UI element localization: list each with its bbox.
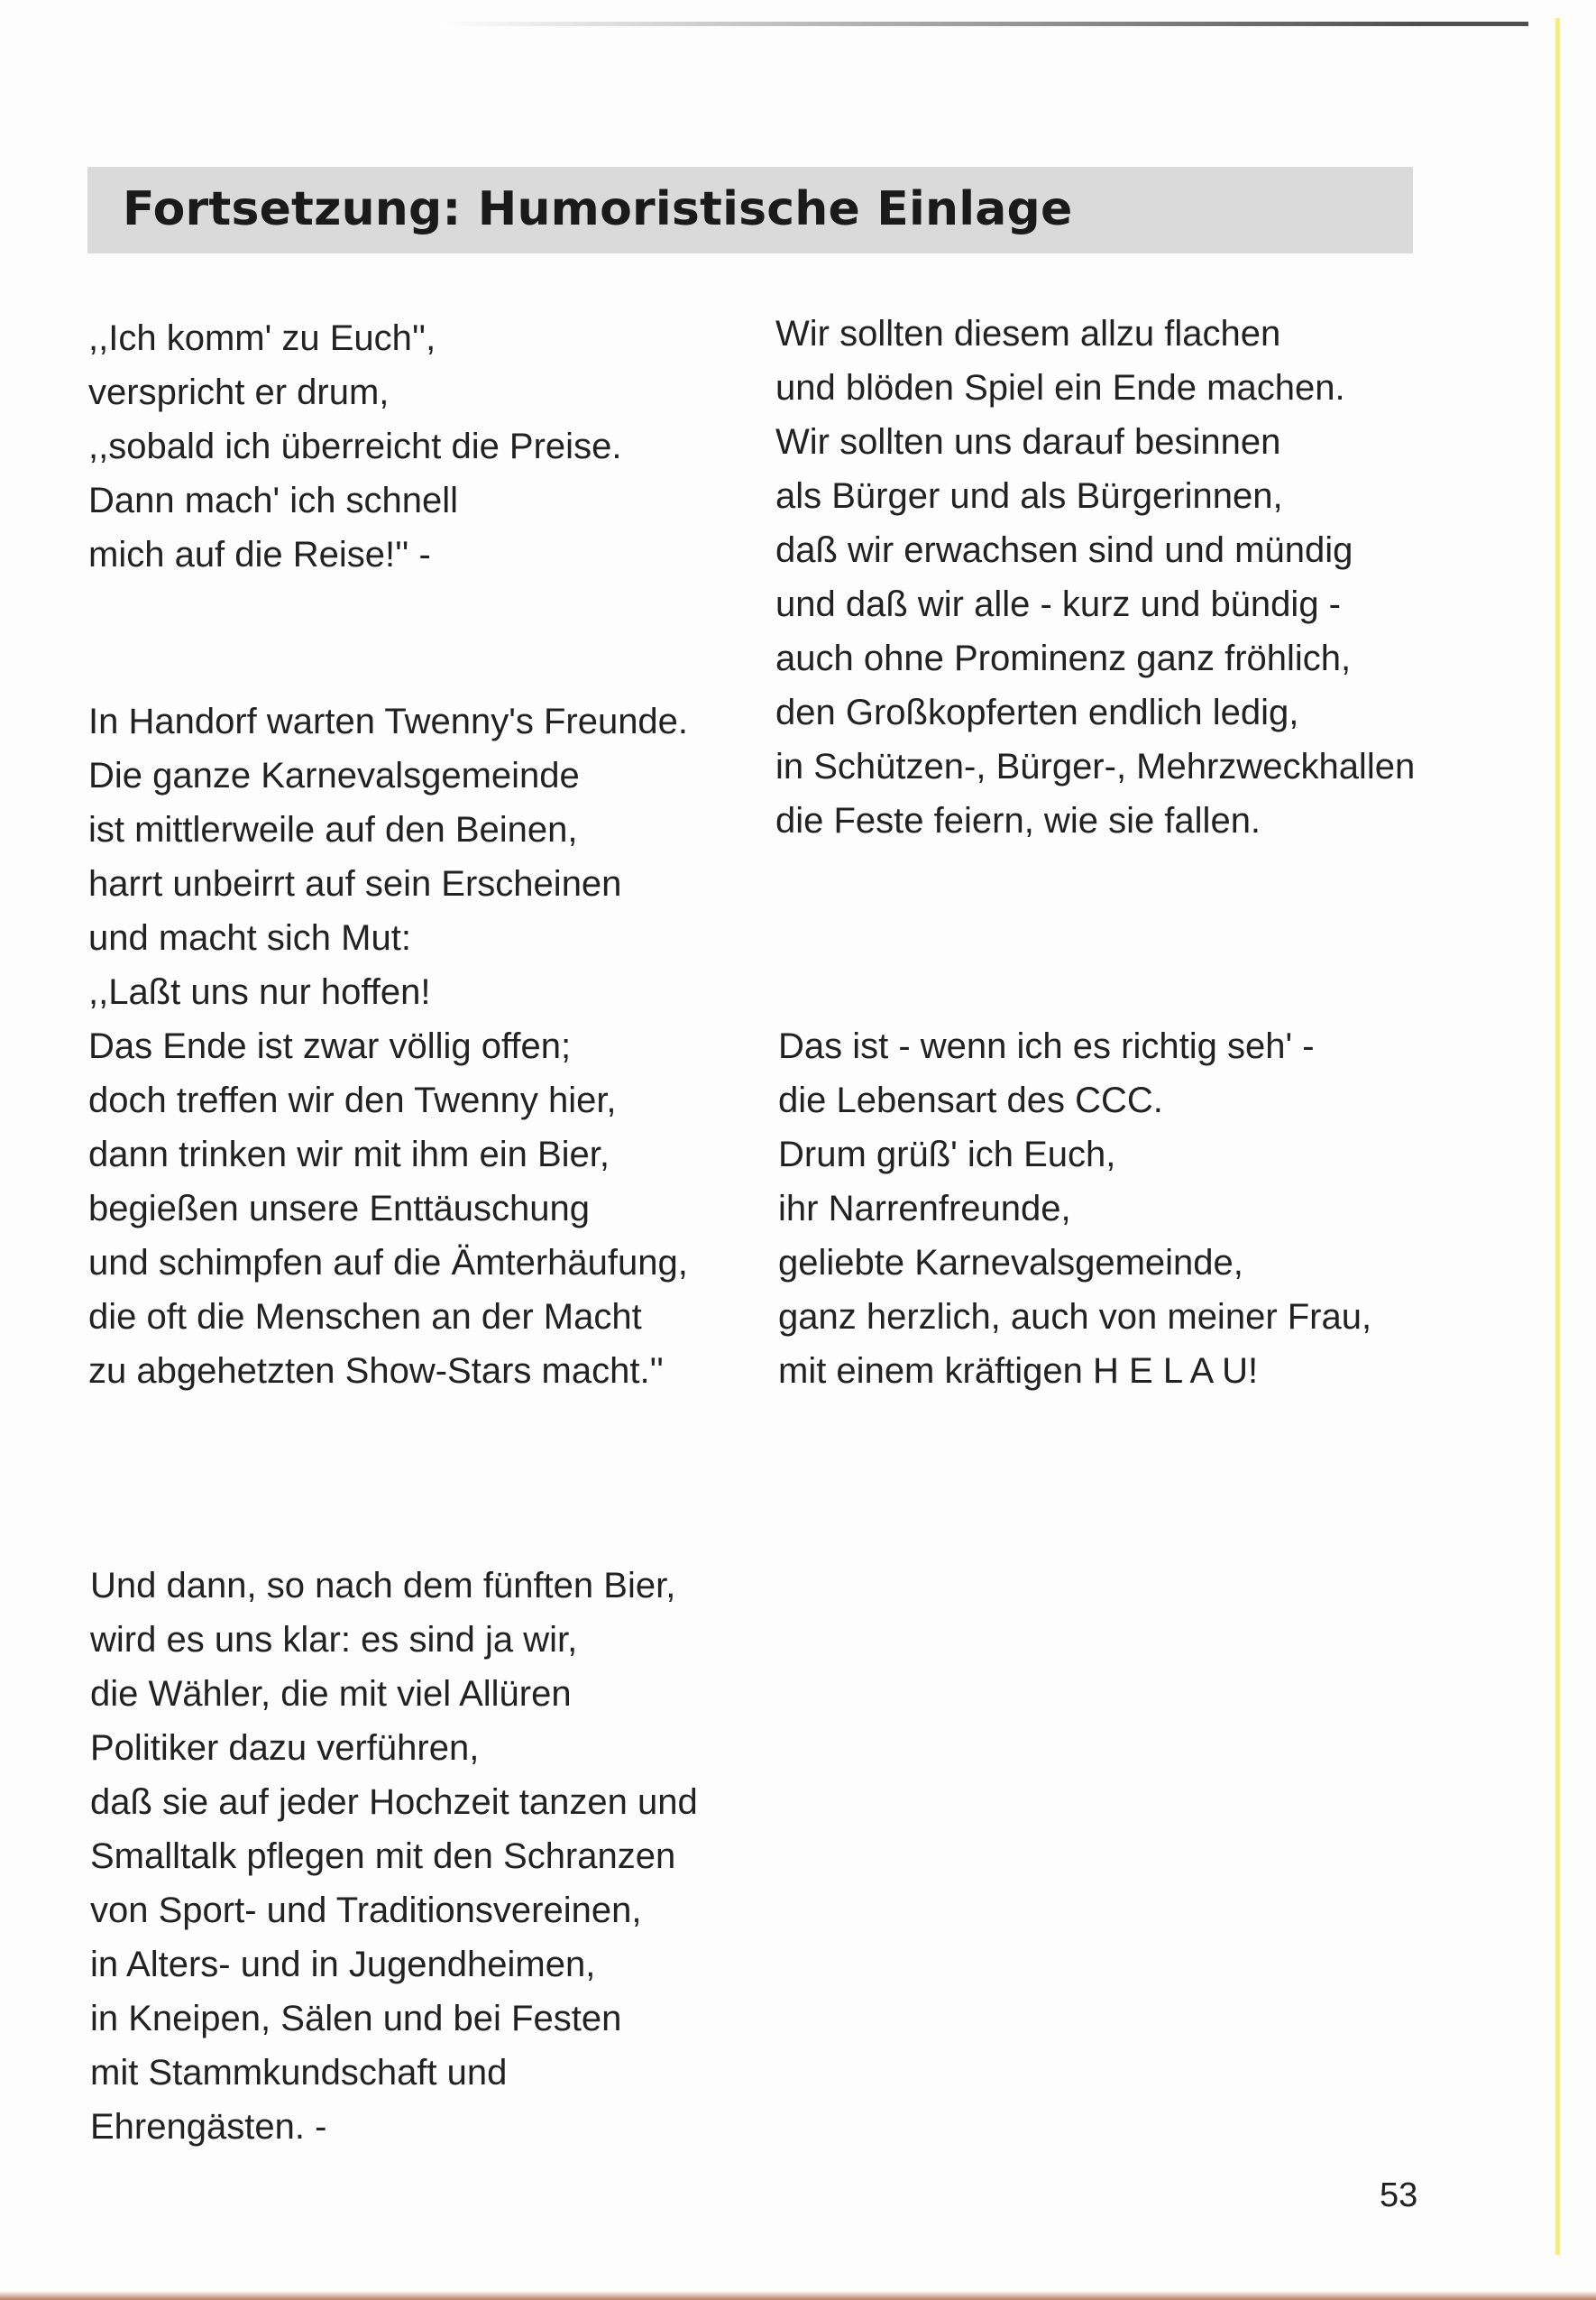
verse-line: begießen unsere Enttäuschung: [88, 1189, 590, 1228]
verse-line: Smalltalk pflegen mit den Schranzen: [90, 1836, 676, 1876]
verse-line: Politiker dazu verführen,: [90, 1728, 480, 1768]
verse-line: die Feste feiern, wie sie fallen.: [775, 801, 1261, 841]
verse-line: ihr Narrenfreunde,: [778, 1189, 1071, 1228]
verse-line: in Alters- und in Jugendheimen,: [90, 1945, 596, 1984]
verse-line: Drum grüß' ich Euch,: [778, 1135, 1116, 1174]
verse-line: Ehrengästen. -: [90, 2107, 327, 2147]
verse-line: ,,Ich komm' zu Euch'',: [88, 318, 436, 358]
verse-line: in Schützen-, Bürger-, Mehrzweckhallen: [775, 747, 1416, 787]
verse-line: geliebte Karnevalsgemeinde,: [778, 1243, 1243, 1283]
verse-line: ,,sobald ich überreicht die Preise.: [88, 427, 622, 466]
verse-line: in Kneipen, Sälen und bei Festen: [90, 1999, 622, 2038]
verse-line: die oft die Menschen an der Macht: [88, 1297, 642, 1337]
verse-line: daß sie auf jeder Hochzeit tanzen und: [90, 1782, 698, 1822]
verse-line: mit einem kräftigen H E L A U!: [778, 1351, 1259, 1391]
page-edge: [1555, 18, 1560, 2255]
verse-line: In Handorf warten Twenny's Freunde.: [88, 702, 689, 741]
verse-line: Die ganze Karnevalsgemeinde: [88, 756, 580, 796]
verse-line: wird es uns klar: es sind ja wir,: [90, 1620, 578, 1660]
page-heading: Fortsetzung: Humoristische Einlage: [123, 182, 1073, 236]
verse-line: mich auf die Reise!'' -: [88, 535, 431, 575]
left-stanza-2: [88, 695, 688, 1398]
verse-line: doch treffen wir den Twenny hier,: [88, 1081, 617, 1120]
verse-line: verspricht er drum,: [88, 373, 390, 412]
verse-line: auch ohne Prominenz ganz fröhlich,: [775, 639, 1352, 678]
verse-line: als Bürger und als Bürgerinnen,: [775, 476, 1283, 516]
verse-line: ist mittlerweile auf den Beinen,: [88, 810, 578, 850]
verse-line: Wir sollten diesem allzu flachen: [775, 314, 1281, 354]
verse-line: von Sport- und Traditionsvereinen,: [90, 1891, 642, 1930]
verse-line: und macht sich Mut:: [88, 918, 411, 958]
left-stanza-1: [88, 311, 621, 582]
verse-line: ,,Laßt uns nur hoffen!: [88, 972, 431, 1012]
verse-line: die Lebensart des CCC.: [778, 1081, 1163, 1120]
verse-line: und blöden Spiel ein Ende machen.: [775, 368, 1345, 408]
verse-line: daß wir erwachsen sind und mündig: [775, 530, 1353, 570]
verse-line: dann trinken wir mit ihm ein Bier,: [88, 1135, 610, 1174]
verse-line: Dann mach' ich schnell: [88, 481, 459, 520]
verse-line: Wir sollten uns darauf besinnen: [775, 422, 1281, 462]
verse-line: Und dann, so nach dem fünften Bier,: [90, 1566, 676, 1605]
verse-line: mit Stammkundschaft und: [90, 2053, 508, 2093]
top-edge-rule: [442, 22, 1528, 26]
verse-line: Das Ende ist zwar völlig offen;: [88, 1026, 572, 1066]
right-stanza-2: [778, 1019, 1371, 1398]
verse-line: Das ist - wenn ich es richtig seh' -: [778, 1026, 1315, 1066]
verse-line: und schimpfen auf die Ämterhäufung,: [88, 1243, 688, 1283]
right-stanza-1: [775, 307, 1415, 848]
left-stanza-3: [90, 1559, 698, 2154]
bottom-edge: [0, 2291, 1596, 2300]
page-number: 53: [1380, 2176, 1418, 2214]
verse-line: harrt unbeirrt auf sein Erscheinen: [88, 864, 622, 904]
verse-line: und daß wir alle - kurz und bündig -: [775, 584, 1341, 624]
verse-line: den Großkopferten endlich ledig,: [775, 693, 1299, 732]
verse-line: zu abgehetzten Show-Stars macht.'': [88, 1351, 664, 1391]
verse-line: die Wähler, die mit viel Allüren: [90, 1674, 572, 1714]
verse-line: ganz herzlich, auch von meiner Frau,: [778, 1297, 1372, 1337]
